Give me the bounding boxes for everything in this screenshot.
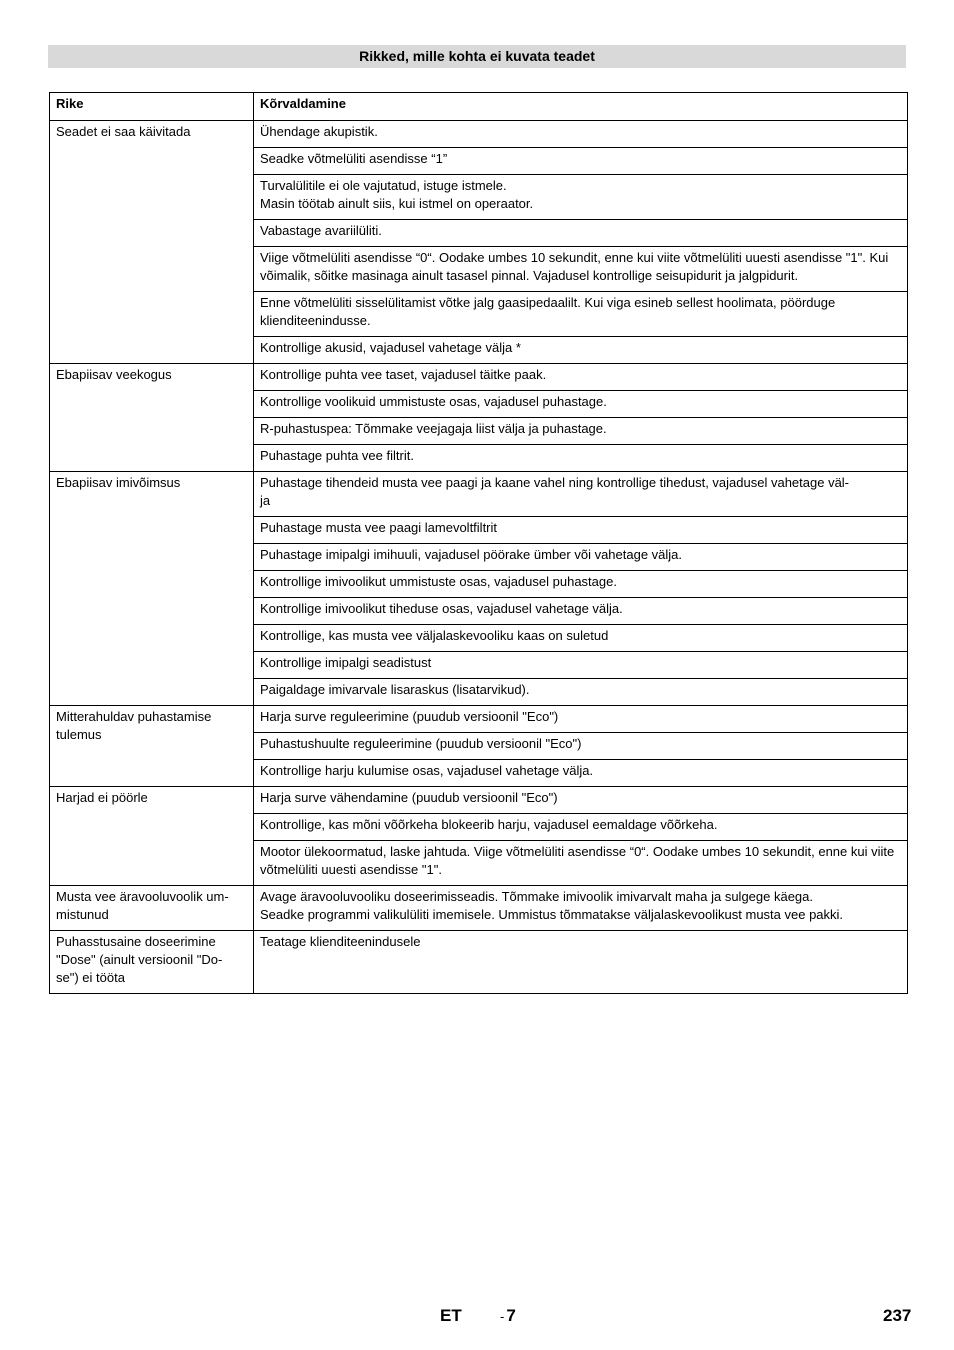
table-row [50,931,908,994]
remedy-cell: Kontrollige imivoolikut ummistuste osas, vajadusel puhastage. [254,571,908,598]
remedy-cell: Viige võtmelüliti asendisse “0“. Oodake umbes 10 sekundit, enne kui viite võtmelüliti uuesti asendisse "1". Kui võimalik, sõitke masinaga ainult tasasel pinnal. Vajadusel kontrollige seisupidurit ja jalgpidurit. [254,247,908,292]
remedy-cell: Kontrollige imipalgi seadistust [254,652,908,679]
table-row [50,472,908,517]
remedy-cell: Kontrollige, kas musta vee väljalaskevooliku kaas on suletud [254,625,908,652]
remedy-cell: Ühendage akupistik. [254,121,908,148]
remedy-cell: Puhastage musta vee paagi lamevoltfiltrit [254,517,908,544]
remedy-cell: R-puhastuspea: Tõmmake veejagaja liist välja ja puhastage. [254,418,908,445]
fault-cell: Puhasstusaine doseerimine "Dose" (ainult versioonil "Do- se") ei tööta [50,931,254,994]
footer-section-number: 7 [506,1306,516,1325]
table-body [50,121,908,994]
remedy-cell: Harja surve reguleerimine (puudub versioonil "Eco") [254,706,908,733]
table-row [50,886,908,931]
remedy-cell: Kontrollige, kas mõni võõrkeha blokeerib harju, vajadusel eemaldage võõrkeha. [254,814,908,841]
table-row [50,787,908,814]
remedy-cell: Mootor ülekoormatud, laske jahtuda. Viige võtmelüliti asendisse “0“. Oodake umbes 10 sekundit, enne kui viite võtmelüliti uuesti asendisse "1". [254,841,908,886]
remedy-cell: Puhastushuulte reguleerimine (puudub versioonil "Eco") [254,733,908,760]
table-row [50,706,908,733]
section-title: Rikked, mille kohta ei kuvata teadet [48,45,906,68]
remedy-cell: Vabastage avariilüliti. [254,220,908,247]
table-row [50,364,908,391]
remedy-cell: Turvalülitile ei ole vajutatud, istuge istmele. Masin töötab ainult siis, kui istmel on operaator. [254,175,908,220]
footer-section-page [500,1306,516,1326]
troubleshooting-table [49,92,908,994]
remedy-cell: Kontrollige voolikuid ummistuste osas, vajadusel puhastage. [254,391,908,418]
remedy-cell: Avage äravooluvooliku doseerimisseadis. Tõmmake imivoolik imivarvalt maha ja sulgege käega. Seadke programmi valikulüliti imemisele. Ummistus tõmmatakse väljalaskevoolikust musta vee pakki. [254,886,908,931]
footer-language: ET [440,1306,462,1325]
fault-cell: Seadet ei saa käivitada [50,121,254,364]
remedy-cell: Paigaldage imivarvale lisaraskus (lisatarvikud). [254,679,908,706]
remedy-cell: Kontrollige imivoolikut tiheduse osas, vajadusel vahetage välja. [254,598,908,625]
table-header-row [50,93,908,121]
table-row [50,121,908,148]
remedy-cell: Teatage klienditeenindusele [254,931,908,994]
remedy-cell: Puhastage tihendeid musta vee paagi ja kaane vahel ning kontrollige tihedust, vajadusel vahetage väl- ja [254,472,908,517]
fault-cell: Musta vee äravooluvoolik um- mistunud [50,886,254,931]
remedy-cell: Seadke võtmelüliti asendisse “1” [254,148,908,175]
fault-cell: Ebapiisav imivõimsus [50,472,254,706]
remedy-cell: Harja surve vähendamine (puudub versioonil "Eco") [254,787,908,814]
footer-page-number: 237 [883,1306,912,1325]
fault-cell: Harjad ei pöörle [50,787,254,886]
column-header-remedy: Kõrvaldamine [254,93,908,121]
remedy-cell: Kontrollige harju kulumise osas, vajadusel vahetage välja. [254,760,908,787]
fault-cell: Mitterahuldav puhastamise tulemus [50,706,254,787]
footer-dash: - [500,1309,505,1324]
fault-cell: Ebapiisav veekogus [50,364,254,472]
remedy-cell: Enne võtmelüliti sisselülitamist võtke jalg gaasipedaalilt. Kui viga esineb sellest hoolimata, pöörduge klienditeenindusse. [254,292,908,337]
remedy-cell: Puhastage puhta vee filtrit. [254,445,908,472]
remedy-cell: Puhastage imipalgi imihuuli, vajadusel pöörake ümber või vahetage välja. [254,544,908,571]
column-header-fault: Rike [50,93,254,121]
remedy-cell: Kontrollige puhta vee taset, vajadusel täitke paak. [254,364,908,391]
remedy-cell: Kontrollige akusid, vajadusel vahetage välja * [254,337,908,364]
